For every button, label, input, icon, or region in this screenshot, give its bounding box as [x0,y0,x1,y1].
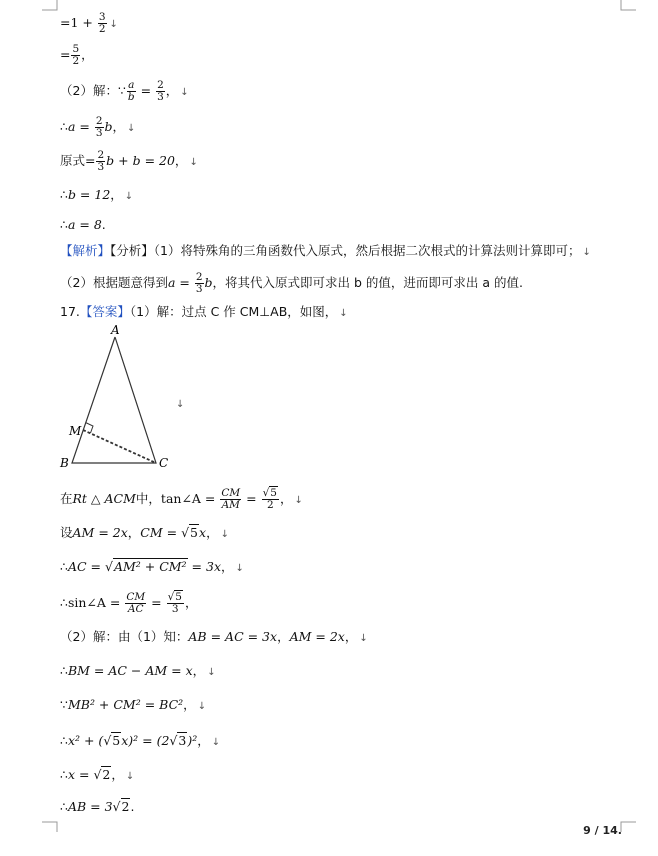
triangle-abc [72,337,156,463]
figure-return-arrow [174,394,184,414]
line-9: （2）根据题意得到a = $\frac{2}{3}$ b，将其代入原式即可求出 b 的值，进而即可求出 a 的值. [60,271,524,295]
label-b: B [60,456,69,470]
line-1-prefix: =1 + [60,15,97,30]
return-arrow-icon: ↓ [180,87,189,98]
return-arrow-icon: ↓ [582,247,591,258]
line-12: 设AM = 2x，CM = √5x， ↓ [60,525,229,540]
answer-tag: 【答案】 [79,304,130,319]
corner-mark-bottom-left [42,816,58,832]
return-arrow-icon: ↓ [220,529,229,540]
label-c: C [159,456,169,470]
right-angle-mark [86,423,94,434]
segment-cm [83,430,156,463]
corner-mark-top-left [42,0,58,16]
line-19: ∴x = √2， ↓ [60,767,135,782]
return-arrow-icon: ↓ [125,771,135,782]
line-1 [60,12,118,35]
return-arrow-icon: ↓ [176,399,185,410]
page-number: 9 / 14. [583,824,622,837]
line-15: （2）解：由（1）知：AB = AC = 3x，AM = 2x， ↓ [60,629,368,644]
analysis-tag: 【解析】 [60,243,111,258]
line-13: ∴AC = √AM² + CM² = 3x， ↓ [60,559,244,574]
line-20: ∴AB = 3√2. [60,799,135,814]
return-arrow-icon: ↓ [294,495,303,506]
return-arrow-icon: ↓ [207,667,216,678]
return-arrow-icon: ↓ [124,191,134,202]
line-8-analysis: 【解析】【分析】（1）将特殊角的三角函数代入原式，然后根据二次根式的计算法则计算即可； ↓ [60,243,591,258]
line-14: ∴sin∠A = $\frac{CM}{AC}$ = $\frac{√5}{3}$ ， [60,591,198,615]
fraction: $\frac{2}{3}$ [95,115,103,139]
triangle-figure [56,322,186,474]
line-5: 原式= $\frac{2}{3}$ b + b = 20， ↓ [60,149,198,173]
line-16: ∴BM = AC − AM = x， ↓ [60,663,216,678]
label-m: M [69,424,82,438]
line-11: 在Rt △ ACM中，tan∠A = $\frac{CM}{AM}$ = $\frac{√5}{2}$ ， ↓ [60,487,303,511]
analysis-subtag: 【分析】 [110,243,154,258]
fraction: $\frac{2}{3}$ [157,79,164,103]
line-10-question-17: 17.【答案】（1）解：过点 C 作 CM⊥AB，如图， ↓ [60,304,348,319]
fraction: $\frac{a}{b}$ [127,79,135,103]
corner-mark-top-right [620,0,636,16]
line-4: ∴a = $\frac{2}{3}$ b， ↓ [60,115,136,139]
fraction: $\frac{2}{3}$ [195,271,203,295]
line-3: （2）解：∵ $\frac{a}{b}$ = $\frac{2}{3}$ ， ↓ [60,79,189,103]
label-a: A [111,323,120,337]
return-arrow-icon: ↓ [127,123,136,134]
question-number: 17. [60,304,80,319]
return-arrow-icon: ↓ [109,19,118,30]
fraction: $\frac{CM}{AC}$ [126,591,146,615]
return-arrow-icon: ↓ [189,157,198,168]
fraction: $\frac{5}{2}$ [72,43,80,67]
corner-mark-bottom-right [620,816,636,832]
line-18: ∴x² + (√5x)² = (2√3)²， ↓ [60,733,221,748]
fraction: $\frac{CM}{AM}$ [221,487,241,511]
fraction: $\frac{2}{3}$ [97,149,105,173]
line-2: = $\frac{5}{2}$ ， [60,43,94,67]
return-arrow-icon: ↓ [197,701,207,712]
fraction: $\frac{3}{2}$ [98,11,106,35]
return-arrow-icon: ↓ [211,737,221,748]
line-7: ∴a = 8. [60,217,106,232]
return-arrow-icon: ↓ [339,308,348,319]
fraction: $\frac{√5}{3}$ [167,591,182,615]
fraction: $\frac{√5}{2}$ [262,487,277,511]
return-arrow-icon: ↓ [359,633,368,644]
return-arrow-icon: ↓ [235,563,244,574]
line-6: ∴b = 12， ↓ [60,187,134,202]
line-17: ∵MB² + CM² = BC²， ↓ [60,697,207,712]
